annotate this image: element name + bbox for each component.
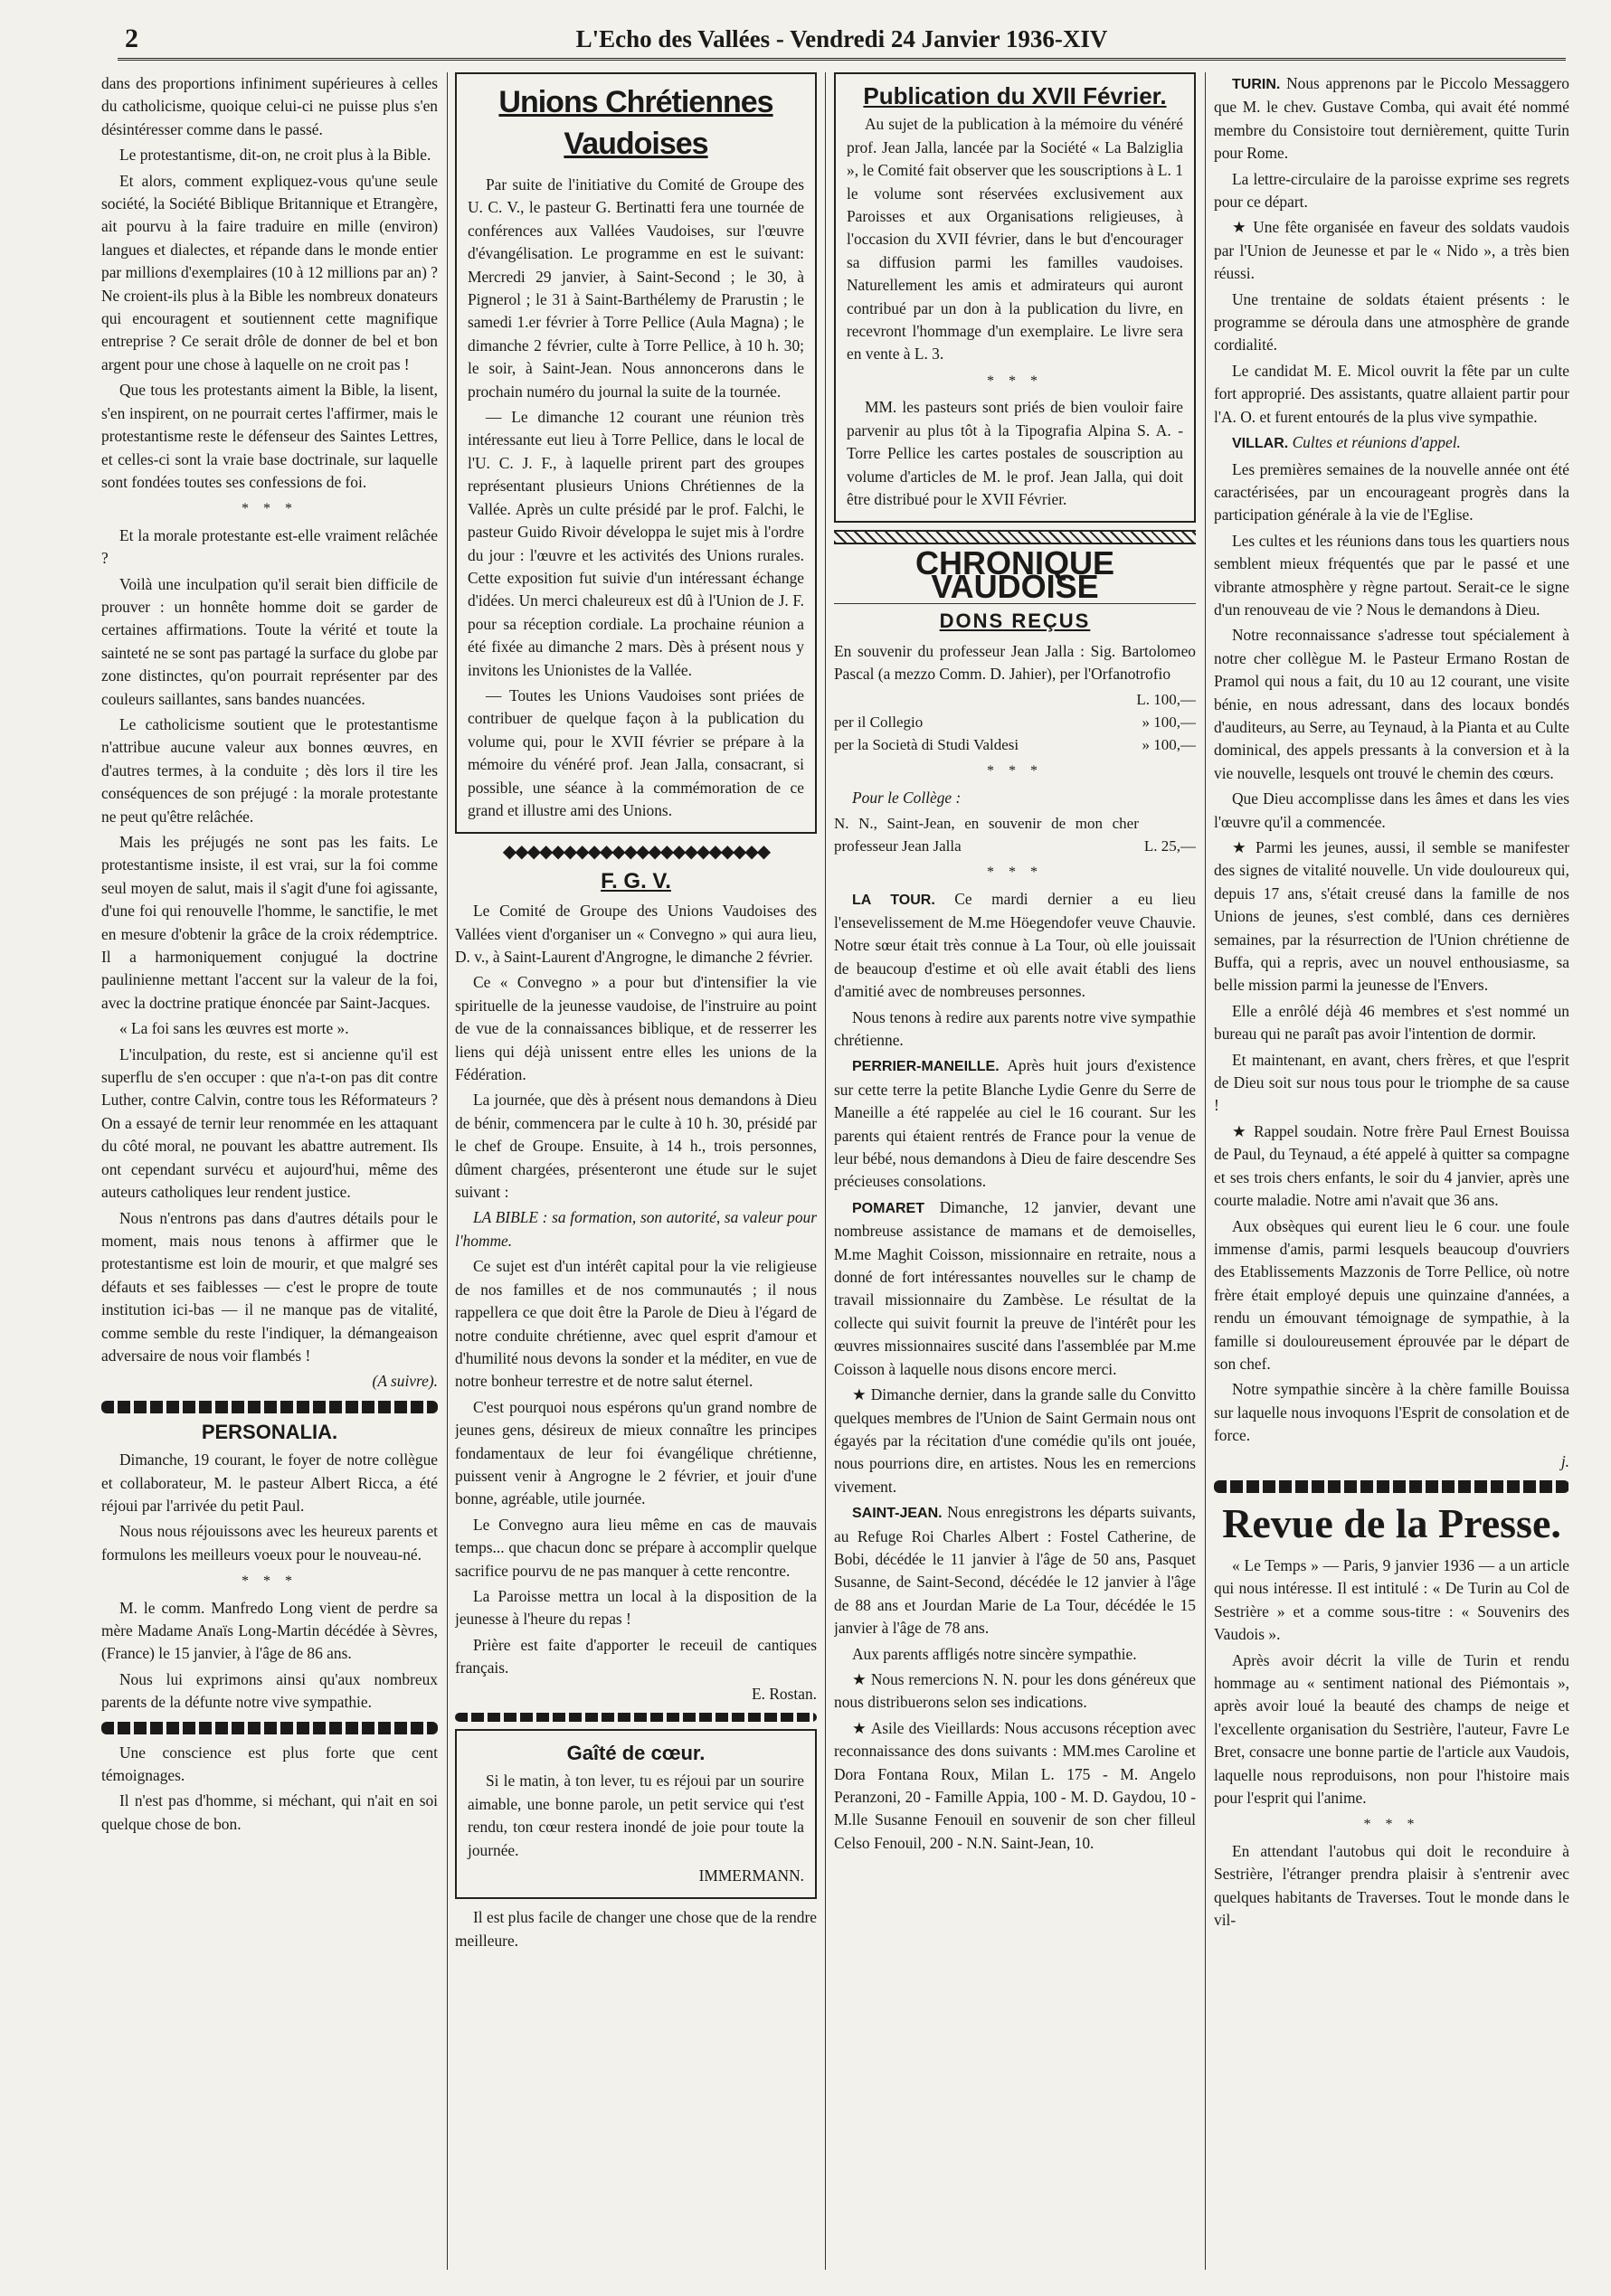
paragraph: En attendant l'autobus qui doit le reconduire à Sestrière, l'étranger prendra plaisir à s'entrenir avec quelques habitants de Traverses. Tout le monde dans le vil- bbox=[1214, 1841, 1569, 1930]
ucv-heading: Unions Chrétiennes Vaudoises bbox=[498, 85, 773, 161]
paragraph: Nous enregistrons les départs suivants, au Refuge Roi Charles Albert : Fostel Catherine, de Bobi, décédée le 11 janvier à l'âge de 50 ans, Pasquet Susanne, de Saint-Second, décédée le 12 janvier à l'âge de 88 ans et Jourdan Marie de La Tour, décédée le 15 janvier à l'âge de 78 ans. bbox=[834, 1503, 1196, 1638]
dons-heading: DONS REÇUS bbox=[939, 609, 1091, 633]
paragraph: Le catholicisme soutient que le protestantisme n'attribue aucune valeur aux bonnes œuvres, en d'autres termes, à la conduite ; dès lors il tire les conséquences de son préjugé : la morale protestante ne peut qu'être relâchée. bbox=[101, 714, 438, 826]
paragraph: Notre reconnaissance s'adresse tout spécialement à notre cher collègue M. le Pasteur Ermano Rostan de Pramol qui nous a fait, du 10 au 12 courant, une visite bénie, en nous adressant, dans des locaux bondés d'auditeurs, au Serre, au Teynaud, à la Pianta et au Culte dominical, des appels pressants à la conversion et à la vie nouvelle, lesquels ont trouvé le chemin des cœurs. bbox=[1214, 626, 1569, 782]
dons-amount: L. 25,— bbox=[1143, 837, 1196, 855]
locality-kicker: TURIN. bbox=[1232, 77, 1281, 92]
paragraph: Par suite de l'initiative du Comité de Groupe des U. C. V., le pasteur G. Bertinatti fera une tournée de conférences aux Vallées Vaudoises, sur l'œuvre d'évangélisation. Le programme en est le suivant: Mercredi 29 janvier, à Saint-Second ; le 30, à Pignerol ; le 31 à Saint-Barthélemy de Prarustin ; le samedi 1.er février à Torre Pellice (Aula Magna) ; le dimanche 2 février, culte à Torre Pellice, à 10 h. 30; le soir, à Saint-Jean. Nous annoncerons dans le prochain numéro du journal la suite de la tournée. bbox=[468, 175, 804, 401]
paragraph: Aux parents affligés notre sincère sympathie. bbox=[852, 1644, 1137, 1663]
paragraph: Nous nous réjouissons avec les heureux parents et formulons les meilleurs voeux pour le nouveau-né. bbox=[101, 1522, 438, 1564]
personalia-heading: PERSONALIA. bbox=[201, 1420, 338, 1443]
gaite-box bbox=[455, 1729, 817, 1899]
paragraph: « La foi sans les œuvres est morte ». bbox=[119, 1019, 349, 1038]
paragraph: ★ Une fête organisée en faveur des soldats vaudois par l'Union de Jeunesse et par le « Nido », a très bien réussi. bbox=[1214, 218, 1569, 283]
gaite-heading: Gaîté de cœur. bbox=[566, 1742, 706, 1764]
college-label: Pour le Collège : bbox=[852, 788, 962, 807]
locality-kicker: SAINT-JEAN. bbox=[852, 1506, 943, 1522]
paragraph: Que tous les protestants aiment la Bible, la lisent, s'en inspirent, on ne pourrait certes l'affirmer, mais le protestantisme reste le défenseur des Saintes Lettres, et celles-ci sont la vraie base doctrinale, sur laquelle sont fondées toutes ses confessions de foi. bbox=[101, 381, 438, 491]
paragraph: Mais les préjugés ne sont pas les faits. Le protestantisme insiste, il est vrai, sur la foi comme seul moyen de salut, mais il s'agit d'une foi agissante, d'une foi qui renouvelle l'homme, le sanctifie, le met en mesure d'obtenir la grâce de la croix rédemptrice. Il a harmoniquement conjugué la doctrine paulinienne mettant l'accent sur la valeur de la foi, avec la doctrine pratique énoncée par Saint-Jacques. bbox=[101, 833, 438, 1012]
paragraph: Dimanche, 19 courant, le foyer de notre collègue et collaborateur, M. le pasteur Albert Ricca, a été réjoui par l'arrivée du petit Paul. bbox=[101, 1450, 438, 1515]
college-table bbox=[834, 812, 1196, 857]
signature: j. bbox=[1560, 1451, 1569, 1470]
dons-table bbox=[834, 688, 1196, 756]
dons-amount: » 100,— bbox=[1142, 736, 1196, 754]
paragraph: ★ Rappel soudain. Notre frère Paul Ernest Bouissa de Paul, du Teynaud, a été appelé à quitter sa compagne et ses trois chers enfants, le soir du 4 janvier, après une courte maladie. Notre ami n'avait que 36 ans. bbox=[1214, 1121, 1569, 1210]
publication-box bbox=[834, 72, 1196, 523]
paragraph: Dimanche, 12 janvier, devant une nombreuse assistance de mamans et de demoiselles, M.me Maghit Coisson, missionnaire en retraite, nous a donné de fort intéressantes nouvelles sur le champ de travail missionnaire du Zambèse. Le résultat de la collecte qui suivit fournit la preuve de l'intérêt pour les œuvres missionnaires suscité dans l'assemblée par M.me Coisson à laquelle nous disons encore merci. bbox=[834, 1197, 1196, 1378]
locality-kicker: POMARET bbox=[852, 1200, 924, 1216]
paragraph: Nous lui exprimons ainsi qu'aux nombreux parents de la défunte notre vive sympathie. bbox=[101, 1669, 438, 1712]
paragraph: Et la morale protestante est-elle vraiment relâchée ? bbox=[101, 525, 438, 568]
ornament-divider bbox=[101, 1401, 438, 1413]
paragraph: Le candidat M. E. Micol ouvrit la fête par un culte fort approprié. Des assistants, quatre allaient partir pour l'A. O. et furent entourés de la plus vive sympathie. bbox=[1214, 361, 1569, 426]
paragraph: Les premières semaines de la nouvelle année ont été caractérisées, par un encourageant progrès dans la participation générale à la vie de l'Eglise. bbox=[1214, 459, 1569, 524]
section-separator: * * * bbox=[987, 865, 1043, 881]
paragraph: — Le dimanche 12 courant une réunion très intéressante eut lieu à Torre Pellice, dans le local de l'U. C. J. F., à laquelle prirent part des groupes représentant plusieurs Unions Chrétiennes de la Vallée. Après un culte présidé par le prof. Falchi, le pasteur Guido Rivoir développa le sujet mis à l'ordre du jour : l'œuvre et les activités des Unions rurales. Cette exposition fut suivie d'un intéressant échange d'idées. Un merci chaleureux est dû à l'Union de J. F. pour sa réception cordiale. La prochaine réunion a été fixée au dimanche 2 mars. Dès à présent nous y invitons les Unionistes de la Vallée. bbox=[468, 408, 804, 679]
signature: E. Rostan. bbox=[752, 1684, 817, 1703]
dons-amount: » 100,— bbox=[1142, 713, 1196, 732]
column-1 bbox=[101, 72, 438, 2279]
masthead: L'Echo des Vallées - Vendredi 24 Janvier 1936-XIV bbox=[575, 25, 1108, 52]
paragraph: Nous n'entrons pas dans d'autres détails pour le moment, mais nous tenons à affirmer que le protestantisme est loin de mourir, et que malgré ses défauts et ses faiblesses — c'est le propre de toute institution ici-bas — il ne manque pas de vitalité, comme semble du reste l'indiquer, la démangeaison adversaire de nous voir flambés ! bbox=[101, 1208, 438, 1365]
paragraph: Si le matin, à ton lever, tu es réjoui par un sourire aimable, une bonne parole, un petit service qui t'est rendu, ton cœur restera inondé de joie pour toute la journée. bbox=[468, 1772, 804, 1859]
locality-kicker: LA TOUR. bbox=[852, 892, 935, 908]
dons-amount: L. 100,— bbox=[1136, 691, 1196, 709]
section-separator: * * * bbox=[242, 1573, 298, 1590]
section-separator: * * * bbox=[242, 501, 298, 517]
maxim: Une conscience est plus forte que cent témoignages. bbox=[101, 1743, 438, 1785]
paragraph: Et maintenant, en avant, chers frères, et que l'esprit de Dieu soit sur nous tous pour le triomphe de sa cause ! bbox=[1214, 1050, 1569, 1115]
paragraph: M. le comm. Manfredo Long vient de perdre sa mère Madame Anaïs Long-Martin décédée à Sèvres, (France) le 15 janvier, à l'âge de 86 ans. bbox=[101, 1598, 438, 1663]
dons-label bbox=[834, 688, 1102, 711]
dons-intro: En souvenir du professeur Jean Jalla : Sig. Bartolomeo Pascal (a mezzo Comm. D. Jahier), per l'Orfanotrofio bbox=[834, 641, 1196, 683]
section-separator: * * * bbox=[987, 373, 1043, 389]
ornament-divider bbox=[101, 1722, 438, 1734]
locality-kicker: PERRIER-MANEILLE. bbox=[852, 1059, 1000, 1075]
paragraph: La journée, que dès à présent nous demandons à Dieu de bénir, commencera par le culte à 10 h. 30, présidé par le chef de Groupe. Ensuite, à 14 h., trois personnes, dûment chargées, présenteront une étude sur le sujet suivant : bbox=[455, 1091, 817, 1202]
paragraph: Prière est faite d'apporter le receuil de cantiques français. bbox=[455, 1635, 817, 1677]
paragraph: Voilà une inculpation qu'il serait bien difficile de prouver : un honnête homme doit se garder de certaines affirmations. Toute la vérité et toute la sainteté ne se sont pas partagé la surface du globe par zone distinctes, qu'on pourrait représenter par des couleurs saillantes, sans bandes nuancées. bbox=[101, 574, 438, 708]
paragraph: Le Comité de Groupe des Unions Vaudoises des Vallées vient d'organiser un « Convegno » qui aura lieu, D. v., à Saint-Laurent d'Angrogne, le dimanche 2 février. bbox=[455, 902, 817, 966]
diamond-ornament: ◆◆◆◆◆◆◆◆◆◆◆◆◆◆◆◆◆◆◆◆◆◆ bbox=[502, 842, 770, 863]
continued-note: (A suivre). bbox=[372, 1372, 438, 1391]
section-separator: * * * bbox=[987, 763, 1043, 780]
paragraph: ★ Asile des Vieillards: Nous accusons réception avec reconnaissance des dons suivants : MM.mes Caroline et Dora Fontana Roux, Milan L. 175 - M. Angelo Peranzoni, 20 - Famille Appia, 100 - M. D. Gaydou, 10 - M.lle Susanne Fenouil en souvenir de son cher filleul Celso Fenouil, 200 - N.N. Saint-Jean, 10. bbox=[834, 1718, 1196, 1852]
column-rule bbox=[1205, 72, 1206, 2270]
section-separator: * * * bbox=[1363, 1817, 1420, 1833]
paragraph: C'est pourquoi nous espérons qu'un grand nombre de jeunes gens, désireux de mieux connaître les principes fondamentaux de leur foi évangélique chrétienne, puissent venir à Angrogne le 2 février, et jouir d'une bonne, agréable, utile journée. bbox=[455, 1397, 817, 1508]
paragraph: LA BIBLE : sa formation, son autorité, sa valeur pour l'homme. bbox=[455, 1208, 817, 1250]
paragraph: Après huit jours d'existence sur cette terre la petite Blanche Lydie Genre du Serre de Maneille a été rappelée au ciel le 16 courant. Sur les parents qui étaient rentrés de France pour la venue de leur bébé, nous demandons à Dieu de faire descendre Ses précieuses consolations. bbox=[834, 1056, 1196, 1191]
paragraph: La lettre-circulaire de la paroisse exprime ses regrets pour ce départ. bbox=[1214, 169, 1569, 212]
page-number: 2 bbox=[125, 24, 138, 53]
column-4 bbox=[1214, 72, 1569, 2279]
paragraph: ★ Dimanche dernier, dans la grande salle du Convitto quelques membres de l'Union de Saint Germain nous ont égayés par la récitation d'une comédie qu'ils ont jouée, nous pourrions dire, en artistes. Nous les en remercions vivement. bbox=[834, 1385, 1196, 1496]
ornament-divider bbox=[455, 1713, 817, 1722]
column-2 bbox=[455, 72, 817, 2279]
ornament-divider bbox=[834, 530, 1196, 544]
paragraph: Nous tenons à redire aux parents notre vive sympathie chrétienne. bbox=[834, 1007, 1196, 1049]
table-row bbox=[834, 812, 1196, 857]
table-row bbox=[834, 711, 1196, 733]
page-header bbox=[118, 22, 1566, 61]
paragraph: ★ Nous remercions N. N. pour les dons généreux que nous distribuerons selon ses indications. bbox=[834, 1669, 1196, 1712]
paragraph: Que Dieu accomplisse dans les âmes et dans les vies l'œuvre qu'il a commencée. bbox=[1214, 789, 1569, 831]
paragraph: « Le Temps » — Paris, 9 janvier 1936 — a un article qui nous intéresse. Il est intitulé : « De Turin au Col de Sestrière » et a comme sous-titre : « Souvenirs des Vaudois ». bbox=[1214, 1555, 1569, 1644]
maxim: Il est plus facile de changer une chose que de la rendre meilleure. bbox=[455, 1908, 817, 1950]
paragraph: Et alors, comment expliquez-vous qu'une seule société, la Société Biblique Britannique et Etrangère, ait pourvu à la faire traduire en mille (environ) langues et dialectes, et répande dans le monde entier par millions d'exemplaires (10 à 12 millions par an) ? Ne croient-ils plus à la Bible les nombreux donateurs qui encouragent et soutiennent cette magnifique entreprise ? Ce serait drôle de donner de bel et bon argent pour une chose à laquelle on ne croit pas ! bbox=[101, 171, 438, 373]
dons-label: N. N., Saint-Jean, en souvenir de mon cher professeur Jean Jalla bbox=[834, 815, 1139, 855]
ornament-divider bbox=[1214, 1480, 1569, 1493]
paragraph: Nous apprenons par le Piccolo Messaggero que M. le chev. Gustave Comba, qui avait été nommé membre du Consistoire tout dernièrement, quitte Turin pour Rome. bbox=[1214, 74, 1569, 163]
table-row bbox=[834, 688, 1196, 711]
chronique-heading: CHRONIQUE VAUDOISE bbox=[914, 544, 1114, 605]
paragraph: Le Convegno aura lieu même en cas de mauvais temps... que chacun donc se prépare à accomplir quelque sacrifice pourvu de ne pas manquer à cette rencontre. bbox=[455, 1515, 817, 1580]
paragraph: Une trentaine de soldats étaient présents : le programme se déroula dans une atmosphère de grande cordialité. bbox=[1214, 289, 1569, 354]
signature: IMMERMANN. bbox=[698, 1866, 804, 1885]
paragraph: L'inculpation, du reste, est si ancienne qu'il est superflu de s'en occuper : que n'a-t-on pas dit contre Luther, contre Calvin, contre tous les Réformateurs ? On a essayé de ternir leur renommée en les attaquant du côté moral, ne pouvant les abattre autrement. Ils ont cependant survécu et aujourd'hui, même des auteurs catholiques leur rendent justice. bbox=[101, 1044, 438, 1202]
paragraph: Ce « Convegno » a pour but d'intensifier la vie spirituelle de la jeunesse vaudoise, de l'instruire au point de vue de la connaissances biblique, et de resserrer les liens qui déjà unissent entre elles les unions de la Fédération. bbox=[455, 973, 817, 1084]
publication-heading: Publication du XVII Février. bbox=[863, 82, 1167, 109]
paragraph: Ce mardi dernier a eu lieu l'ensevelissement de M.me Höegendofer veuve Chauvie. Notre sœur était très connue à La Tour, où elle jouissait de beaucoup d'estime et où elle avait établi des liens d'amitié avec de nombreuses personnes. bbox=[834, 889, 1196, 1001]
paragraph: Ce sujet est d'un intérêt capital pour la vie religieuse de nos familles et de nos communautés ; il nous rappellera ce que doit être la Parole de Dieu à l'égard de notre conduite chrétienne, avec quel esprit d'amour et d'humilité nous devons la sonder et la méditer, en vue de notre bonheur terrestre et de notre salut éternel. bbox=[455, 1257, 817, 1391]
dons-label: per la Società di Studi Valdesi bbox=[834, 736, 1019, 754]
paragraph: Les cultes et les réunions dans tous les quartiers nous semblent mieux fréquentés que par le passé et une vibrante atmosphère y règne partout. Serait-ce le signe d'un renouveau de vie ? Nous le demandons à Dieu. bbox=[1214, 531, 1569, 619]
dons-label: per il Collegio bbox=[834, 713, 924, 732]
paragraph: ★ Parmi les jeunes, aussi, il semble se manifester des signes de vitalité nouvelle. Un vide douloureux qui, depuis 17 ans, s'était creusé dans la famille de nos Unions de jeunes, s'est comblé, dans ces dernières semaines, par la résurrection de l'Union chrétienne de Buffa, qui a repris, avec un nouvel enthousiasme, sa belle mission parmi la jeunesse de l'Envers. bbox=[1214, 838, 1569, 995]
maxim: Il n'est pas d'homme, si méchant, qui n'ait en soi quelque chose de bon. bbox=[101, 1791, 438, 1833]
fgv-heading: F. G. V. bbox=[601, 868, 671, 893]
revue-heading: Revue de la Presse. bbox=[1222, 1499, 1561, 1546]
paragraph: Au sujet de la publication à la mémoire du vénéré prof. Jean Jalla, lancée par la Société « La Balziglia », le Comité fait observer que les souscriptions à L. 1 le volume sont réservées exclusivement aux Paroisses et aux Organisations religieuses, à l'occasion du XVII février, dans le but d'encourager sa diffusion parmi les familles vaudoises. Naturellement les amis et admirateurs qui auront contribué par un don à la publication du livre, en recevront l'hommage d'un exemplaire. Le livre sera en vente à L. 3. bbox=[847, 115, 1183, 364]
paragraph: Elle a enrôlé déjà 46 membres et s'est nommé un bureau qui ne paraît pas avoir l'intention de dormir. bbox=[1214, 1001, 1569, 1044]
table-row bbox=[834, 733, 1196, 756]
locality-kicker: VILLAR. bbox=[1232, 436, 1289, 452]
ucv-article bbox=[455, 72, 817, 834]
column-rule bbox=[825, 72, 826, 2270]
paragraph: Aux obsèques qui eurent lieu le 6 cour. une foule immense d'amis, parmi lesquels beaucoup d'ouvriers des Etablissements Mazzonis de Torre Pellice, où notre frère était employé depuis une quinzaine d'années, a rendu un émouvant témoignage de sympathie, à la famille si douloureusement éprouvée par le départ de son chef. bbox=[1214, 1216, 1569, 1373]
paragraph: Notre sympathie sincère à la chère famille Bouissa sur laquelle nous invoquons l'Esprit de consolation et de force. bbox=[1214, 1380, 1569, 1445]
villar-subheading: Cultes et réunions d'appel. bbox=[1292, 433, 1461, 452]
paragraph: Le protestantisme, dit-on, ne croit plus à la Bible. bbox=[119, 146, 431, 165]
column-3 bbox=[834, 72, 1196, 2279]
paragraph: La Paroisse mettra un local à la disposition de la jeunesse à l'heure du repas ! bbox=[455, 1586, 817, 1629]
paragraph: — Toutes les Unions Vaudoises sont priées de contribuer de quelque façon à la publication du volume qui, pour le XVII février se prépare à la mémoire du vénéré prof. Jean Jalla, consacrant, si possible, une séance à la commémoration de ce grand et illustre ami des Unions. bbox=[468, 685, 804, 819]
paragraph: MM. les pasteurs sont priés de bien vouloir faire parvenir au plus tôt à la Tipografia Alpina S. A. - Torre Pellice les cartes postales de souscription au volume d'articles de M. le prof. Jean Jalla, qui doit être distribué pour le XVII Février. bbox=[847, 398, 1183, 508]
paragraph: Après avoir décrit la ville de Turin et rendu hommage au « sentiment national des Piémontais », après avoir loué la beauté des champs de neige et l'excellente organisation du Sestrière, l'auteur, Favre Le Bret, consacre une bonne partie de l'article aux Vaudois, laquelle nous reproduisons, non pour l'histoire mais pour l'esprit qui l'anime. bbox=[1214, 1650, 1569, 1808]
column-rule bbox=[447, 72, 448, 2270]
paragraph: dans des proportions infiniment supérieures à celles du catholicisme, quoique celui-ci ne puisse plus s'en désintéresser comme dans le passé. bbox=[101, 74, 438, 138]
